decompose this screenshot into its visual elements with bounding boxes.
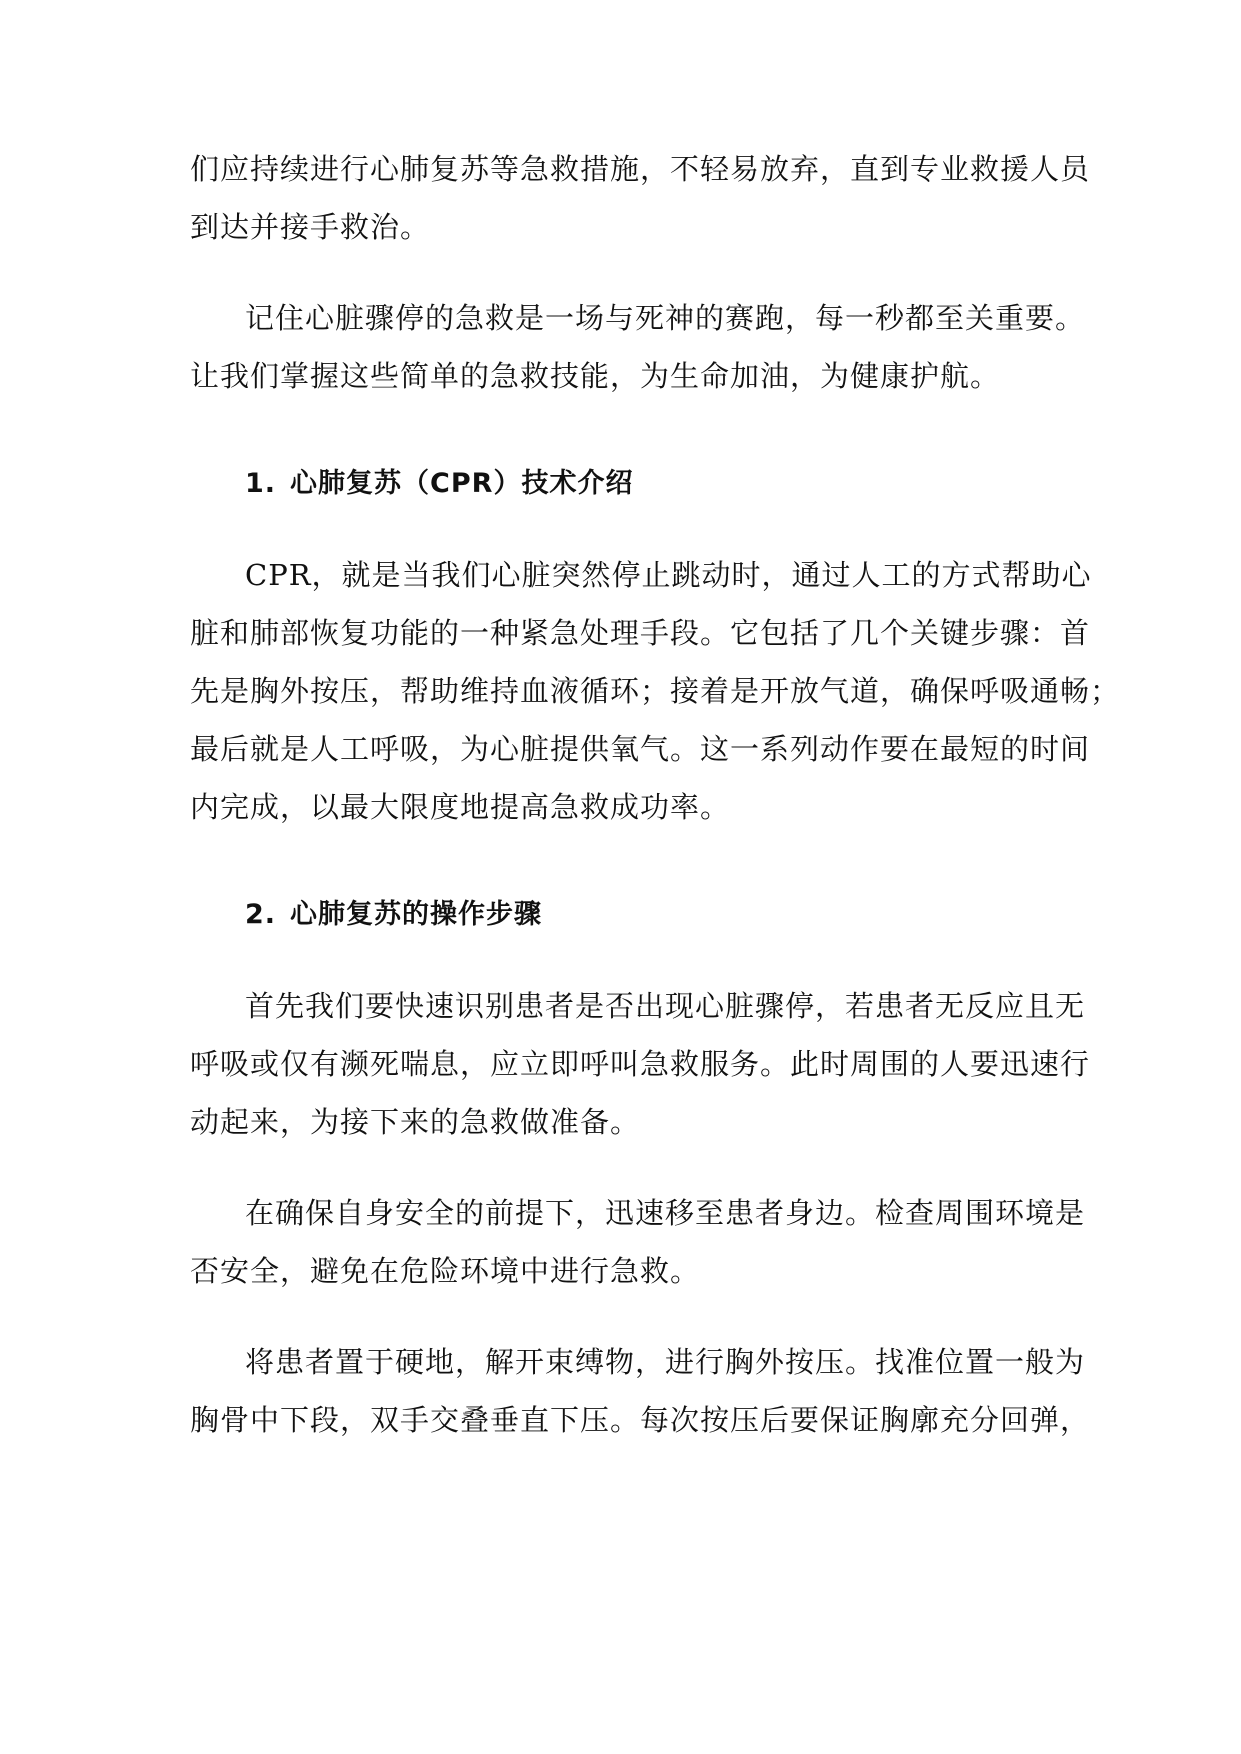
paragraph-safety [190,1184,1086,1300]
section-heading-cpr-steps [190,886,1050,944]
section-title: 心肺复苏的操作步骤 [290,899,543,930]
paragraph-identify [190,977,1091,1151]
paragraph-line: 们应持续进行心肺复苏等急救措施，不轻易放弃，直到专业救援人员 [190,152,1091,186]
paragraph-line: 胸骨中下段，双手交叠垂直下压。每次按压后要保证胸廓充分回弹， [190,1403,1091,1437]
section-number: 1. [245,468,277,499]
paragraph-cpr-intro [190,546,1121,836]
paragraph-line: 最后就是人工呼吸，为心脏提供氧气。这一系列动作要在最短的时间 [190,732,1091,766]
paragraph-continuation [190,140,1091,256]
paragraph-reminder [190,289,1086,405]
paragraph-line: CPR，就是当我们心脏突然停止跳动时，通过人工的方式帮助心 [245,558,1092,592]
paragraph-line: 脏和肺部恢复功能的一种紧急处理手段。它包括了几个关键步骤：首 [190,616,1091,650]
paragraph-line: 呼吸或仅有濒死喘息，应立即呼叫急救服务。此时周围的人要迅速行 [190,1047,1091,1081]
section-number: 2. [245,899,277,930]
paragraph-line: 记住心脏骤停的急救是一场与死神的赛跑，每一秒都至关重要。 [245,301,1086,335]
paragraph-line: 首先我们要快速识别患者是否出现心脏骤停，若患者无反应且无 [245,989,1086,1023]
paragraph-line: 先是胸外按压，帮助维持血液循环；接着是开放气道，确保呼吸通畅； [190,674,1121,708]
section-heading-cpr-intro [190,455,1050,513]
document-page [190,140,1121,1449]
paragraph-line: 让我们掌握这些简单的急救技能，为生命加油，为健康护航。 [190,359,1001,393]
paragraph-compression [190,1333,1091,1449]
paragraph-line: 内完成，以最大限度地提高急救成功率。 [190,790,731,824]
paragraph-line: 否安全，避免在危险环境中进行急救。 [190,1254,701,1288]
paragraph-line: 到达并接手救治。 [190,210,431,244]
section-title: 心肺复苏（CPR）技术介绍 [290,468,634,499]
paragraph-line: 动起来，为接下来的急救做准备。 [190,1105,641,1139]
paragraph-line: 将患者置于硬地，解开束缚物，进行胸外按压。找准位置一般为 [245,1345,1086,1379]
paragraph-line: 在确保自身安全的前提下，迅速移至患者身边。检查周围环境是 [245,1196,1086,1230]
